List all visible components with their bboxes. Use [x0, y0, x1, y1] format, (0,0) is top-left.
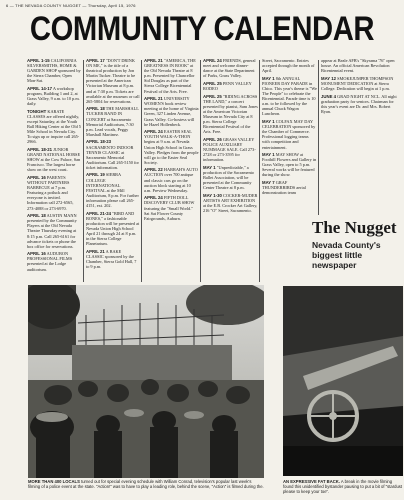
calendar-entry: APRIL 18-21 JUNIOR GRAND NATIONAL HORSE SHOW at the Cow Palace, San Francisco. The largest horse show on the west coast. — [27, 147, 81, 173]
crowd-photo-caption: MORE THAN 400 LOCALS turned out for special evening schedule with William Conrad, television's popular last week's filming of a police event at the state. "Action!" was to have to play a leading role, behind the scene, "Action" is filmed during the. — [28, 479, 264, 489]
calendar-entry: APRIL 26 GRASS VALLEY POLICE AUXILIARY NUMMAGE SALE. Call 273-2728 or 273-3595 for information. — [203, 136, 256, 163]
calendar-entry: APRIL 24 FRIENDS, general meet and welcome dinner-dance at the State Department of Parks, Grass Valley. — [203, 58, 256, 79]
calendar-entry: APRIL 21 UNIVERSITY WOMEN'S book review meeting at the home of Virginia Green, 327 Linden Avenue, Grass Valley. Co-hostess will be Hazel Hollenbeck. — [144, 96, 199, 127]
calendar-entry: JUNE 4 GRAD NIGHT AT NCL. All night graduation party for seniors. Chairman for this year's event are Dr. and Mrs. Robert Ryan. — [321, 93, 397, 114]
column-rule — [83, 60, 84, 282]
crowd-photo-image — [28, 285, 264, 478]
bystander-photo — [283, 286, 403, 476]
calendar-column-6 — [321, 58, 401, 213]
calendar-entry: MAY 1-30 COCKER-MUDER ARTISTS ART EXHIBITION at the E.B. Crocker Art Gallery, 216 "O" Street, Sacramento. — [203, 192, 258, 214]
nugget-title: The Nugget — [312, 218, 397, 237]
calendar-entry: Street, Sacramento. Entries accepted through the month of April. — [262, 58, 315, 74]
calendar-entry: MAY 1 COLFAX MAY DAY CELEBRATION sponsored by the Chamber of Commerce. Professional logging teams with competition and entertainment. — [262, 119, 316, 150]
bystander-photo-caption: AN EXPRESSIVE FAT BACK. A break in the movie filming found this unidentified bystander pausing to put a bit of "stardust please to keep your toe". — [283, 479, 403, 494]
page-title: COMMUNITY CALENDAR — [29, 10, 375, 48]
calendar-entry: APRIL 18-23 SACRAMENTO INDOOR TENNIS CLASSIC at Sacramento Memorial Auditorium. Call 265-5150 for ticket information. — [86, 139, 139, 170]
column-rule — [141, 60, 142, 282]
calendar-entry: MAY 1 MAY SHOW at Foothill Flowers and Gallery in Grass Valley, open to 5 p.m. Several works will be featured during the show. — [262, 152, 317, 178]
calendar-entry: APRIL 18 THE MARSHALL TUCKER BAND IN CONCERT at Sacramento Memorial Auditorium, 7:30 p.m. Lead vocals, Peggy Marshall Martinez. — [86, 106, 139, 137]
calendar-entry: APRIL 1-15 CALIFORNIA SILVERSMITHS, HOME & GARDEN SHOP sponsored by the Sierra Chamber, Open Mon-Sat. — [27, 58, 81, 84]
nugget-promo — [302, 219, 404, 281]
calendar-entry: APRIL 21 "AMERICA, THE GREATNESS IN BOOK" at the Old Nevada Theatre at 8 p.m. Presented by Chancellor Sid Douglas as part of the Sierra College Bicentennial Festival of the Arts. Free. — [144, 58, 196, 94]
calendar-column-3 — [144, 58, 199, 284]
bystander-photo-image — [283, 286, 403, 476]
calendar-column-1 — [27, 58, 81, 284]
calendar-entry: APRIL 16 PARENTS WITHOUT PARTNERS BARBECUE at 7 p.m. Featuring a potluck and everyone is invited. Information call 272-6565, 273-4088 or 273-6970. — [27, 174, 74, 211]
calendar-entry: APRIL 24 FIFTH DOLL DISCOVERY CLUB SHOW featuring the "Small World." Sat Sat Flower County Fairgrounds, Auburn. — [144, 195, 195, 221]
nugget-subtitle: Nevada County's biggest little newspaper — [312, 240, 381, 270]
calendar-entry: MAY 1 8th ANNUAL PIONEER DAY PARADE in Chico. This year's theme is "We The People" to celebrate the Bicentennial. Parade time is 10 a.m. to be followed by the annual Chuck Wagon Luncheon. — [262, 75, 317, 117]
page-folio: 6 — THE NEVADA COUNTY NUGGET — Thursday, April 15, 1976 — [6, 3, 136, 8]
calendar-entry: APRIL 19 SIERRA COLLEGE INTERNATIONAL FESTIVAL at the Mill Auditorium, 8 p.m. For further information please call 265-4151, ext. 202. — [86, 172, 139, 209]
column-rule — [259, 60, 260, 282]
calendar-entry: APRIL 21-24 "BIRD AND BONES," a fashionable production will be presented at Nevada Union High School April 21 through 24 at 8 p.m. in the Sierra College Planetarium. — [86, 210, 140, 247]
calendar-entry: APRIL 17 "DON'T DRINK ON ME," is the title of a theatrical production by Jon Martin Tucker. Theatre to be presented at the American Victorian Museum at 8 p.m. and at 7:30 p.m. Tickets are available at the museum or call 265-5804 for reservations. — [86, 58, 140, 104]
calendar-entry: appear at Beale AFB's "Skyrama '76" open house. An official American Revolution Bicentennial event. — [321, 58, 395, 74]
calendar-entry: APRIL 24 EASTER SEAL YOUTH WALK-A-THON begins at 9 a.m. at Nevada Union High School in Grass Valley. Pledges from the people will go to the Easter Seal Society. — [144, 129, 199, 165]
calendar-entry: APRIL 18 AUSTIN MANN presented by the Community Players at the Old Nevada Theatre Thursday evening at 8:15 p.m. Call 265-6161 for advance tickets or phone the box office for reservations. — [27, 213, 77, 249]
column-rule — [318, 60, 319, 215]
calendar-entry: APRIL 25 PENN VALLEY RODEO — [203, 80, 252, 91]
column-rule — [200, 60, 201, 282]
calendar-column-4 — [203, 58, 258, 284]
calendar-entry: APRIL 16 AUDUBON PROFESSIONAL FILMS presented at the Lodge auditorium. — [27, 251, 73, 272]
calendar-entry: APRIL 14-17 A workshop program, Building 1 and 2, at Grass Valley, 9 a.m. to 10 p.m. daily. — [27, 85, 80, 107]
calendar-entry: TONIGHT KARATE CLASSES are offered nightly, except Saturday, at the Youth Ball Hiking Center at the Old 5 Mile School in Nevada City. To sign up or inquire call 265-2966. — [27, 108, 81, 145]
calendar-entry: APRIL 25 "RIDING ACROSS THE LAND," a concert presented by pianist, Sam Jones at the American Victorian Museum in Nevada City at 8 p.m. Sierra College Bicentennial Festival of the Arts. Free. — [203, 93, 258, 135]
crowd-photo — [28, 285, 264, 478]
calendar-entry: APRIL 22 HARRAH'S AUTO AUCTION over 700 antique and classic cars go on the auction block starting at 10 a.m. Preview Wednesday. — [144, 167, 198, 193]
calendar-entry: MAY 1 "Unpredictable," a production of the Sacramento Ballet Association, will be presented at the Community Center Theatre at 8 p.m. — [203, 164, 254, 191]
calendar-entry: APRIL 21 A BAKE CLASSIC sponsored by the Chamber, Sierra Gold Hall, 7 to 9 p.m. — [86, 248, 137, 270]
calendar-column-2 — [86, 58, 140, 284]
calendar-entry: MAY 7 GRAF THUNDERBIRDS aerial demonstration team — [262, 180, 306, 196]
calendar-entry: MAY 12 SMOKEJUMPER THOMPSON MONUMENT DEDICATION at Sierra College. Dedication will begin at 1 p.m. — [321, 75, 394, 91]
